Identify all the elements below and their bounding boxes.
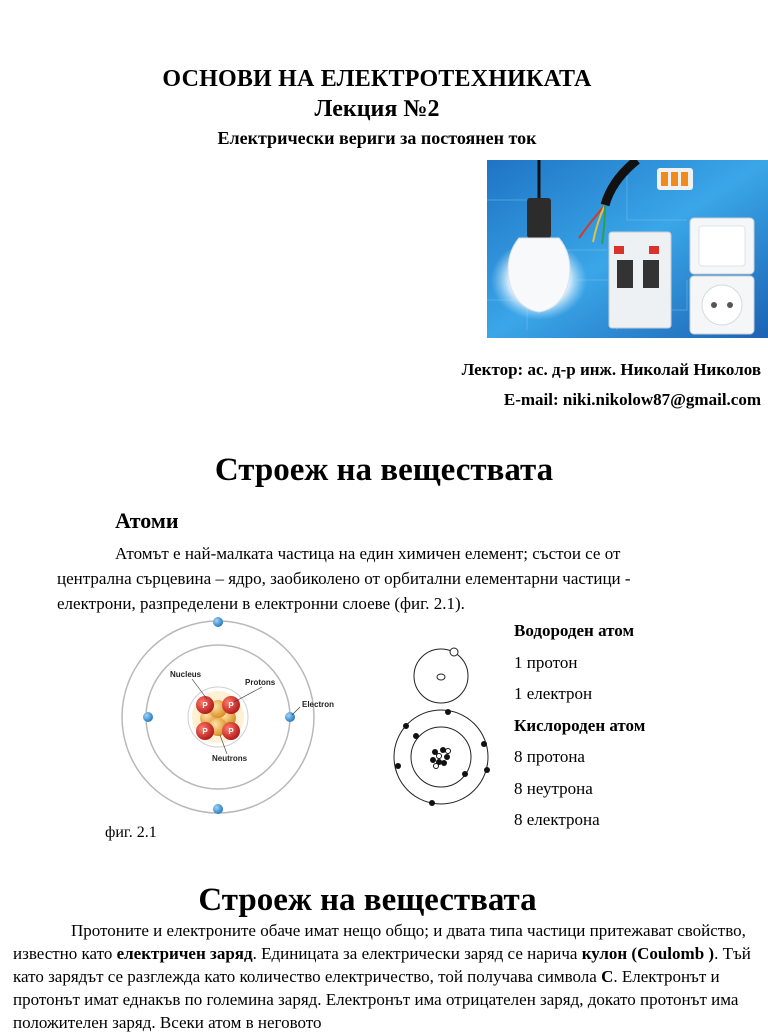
lecturer-email: E-mail: niki.nikolow87@gmail.com — [503, 390, 761, 409]
charge-paragraph: Протоните и електроните обаче имат нещо общо; и двата типа частици притежават свойство, известно като електричен заряд. Единицата за електрически заряд се нарича кулон (Coulomb ). Тъй като зарядът се разглежда като количество електричество, той получава символа С. Електронът и протонът имат еднакъв по големина заряд. Електронът има отрицателен заряд, докато протонът има положителен заряд. Всеки атом в неговото — [13, 921, 751, 1032]
hydrogen-item: 1 електрон — [514, 684, 593, 703]
nucleus-label: Nucleus — [170, 670, 202, 679]
lecture-number: Лекция №2 — [314, 96, 440, 122]
hero-electrical-image — [487, 160, 768, 338]
oxygen-item: 8 електрона — [514, 810, 600, 829]
lecture-topic: Електрически вериги за постоянен ток — [217, 128, 537, 148]
subsection-heading: Атоми — [115, 508, 179, 533]
proton-label: P — [202, 727, 208, 736]
hydrogen-title: Водороден атом — [514, 621, 635, 640]
oxygen-item: 8 неутрона — [514, 778, 593, 798]
hydrogen-oxygen-diagram — [386, 636, 496, 816]
bold-term: С — [601, 967, 614, 986]
atom-diagram — [112, 617, 352, 817]
course-title: ОСНОВИ НА ЕЛЕКТРОТЕХНИКАТА — [162, 66, 592, 92]
hydrogen-item: 1 протон — [514, 652, 578, 672]
atoms-paragraph: Атомът е най-малката частица на един химичен елемент; състои се от централна сърцевина – ядро, заобиколено от орбитални елементарни частици - електрони, разпределени в електронни слоеве (фиг. 2.1). — [57, 544, 631, 613]
proton-label: P — [228, 727, 234, 736]
figure-caption: фиг. 2.1 — [105, 824, 157, 841]
electron-label: Electron — [302, 700, 335, 709]
oxygen-item: 8 протона — [514, 747, 585, 766]
proton-label: P — [228, 701, 234, 710]
lecturer-name: Лектор: ас. д-р инж. Николай Николов — [461, 360, 761, 379]
oxygen-title: Кислороден атом — [514, 715, 646, 735]
bold-term: електричен заряд — [116, 944, 253, 963]
atom-composition-list — [514, 619, 645, 840]
proton-label: P — [202, 701, 208, 710]
bold-term: кулон (Coulomb ) — [581, 944, 715, 963]
section-heading-2: Строеж на веществата — [198, 882, 537, 918]
protons-label: Protons — [245, 678, 276, 687]
section-heading: Строеж на веществата — [214, 452, 554, 488]
neutrons-label: Neutrons — [212, 754, 248, 763]
